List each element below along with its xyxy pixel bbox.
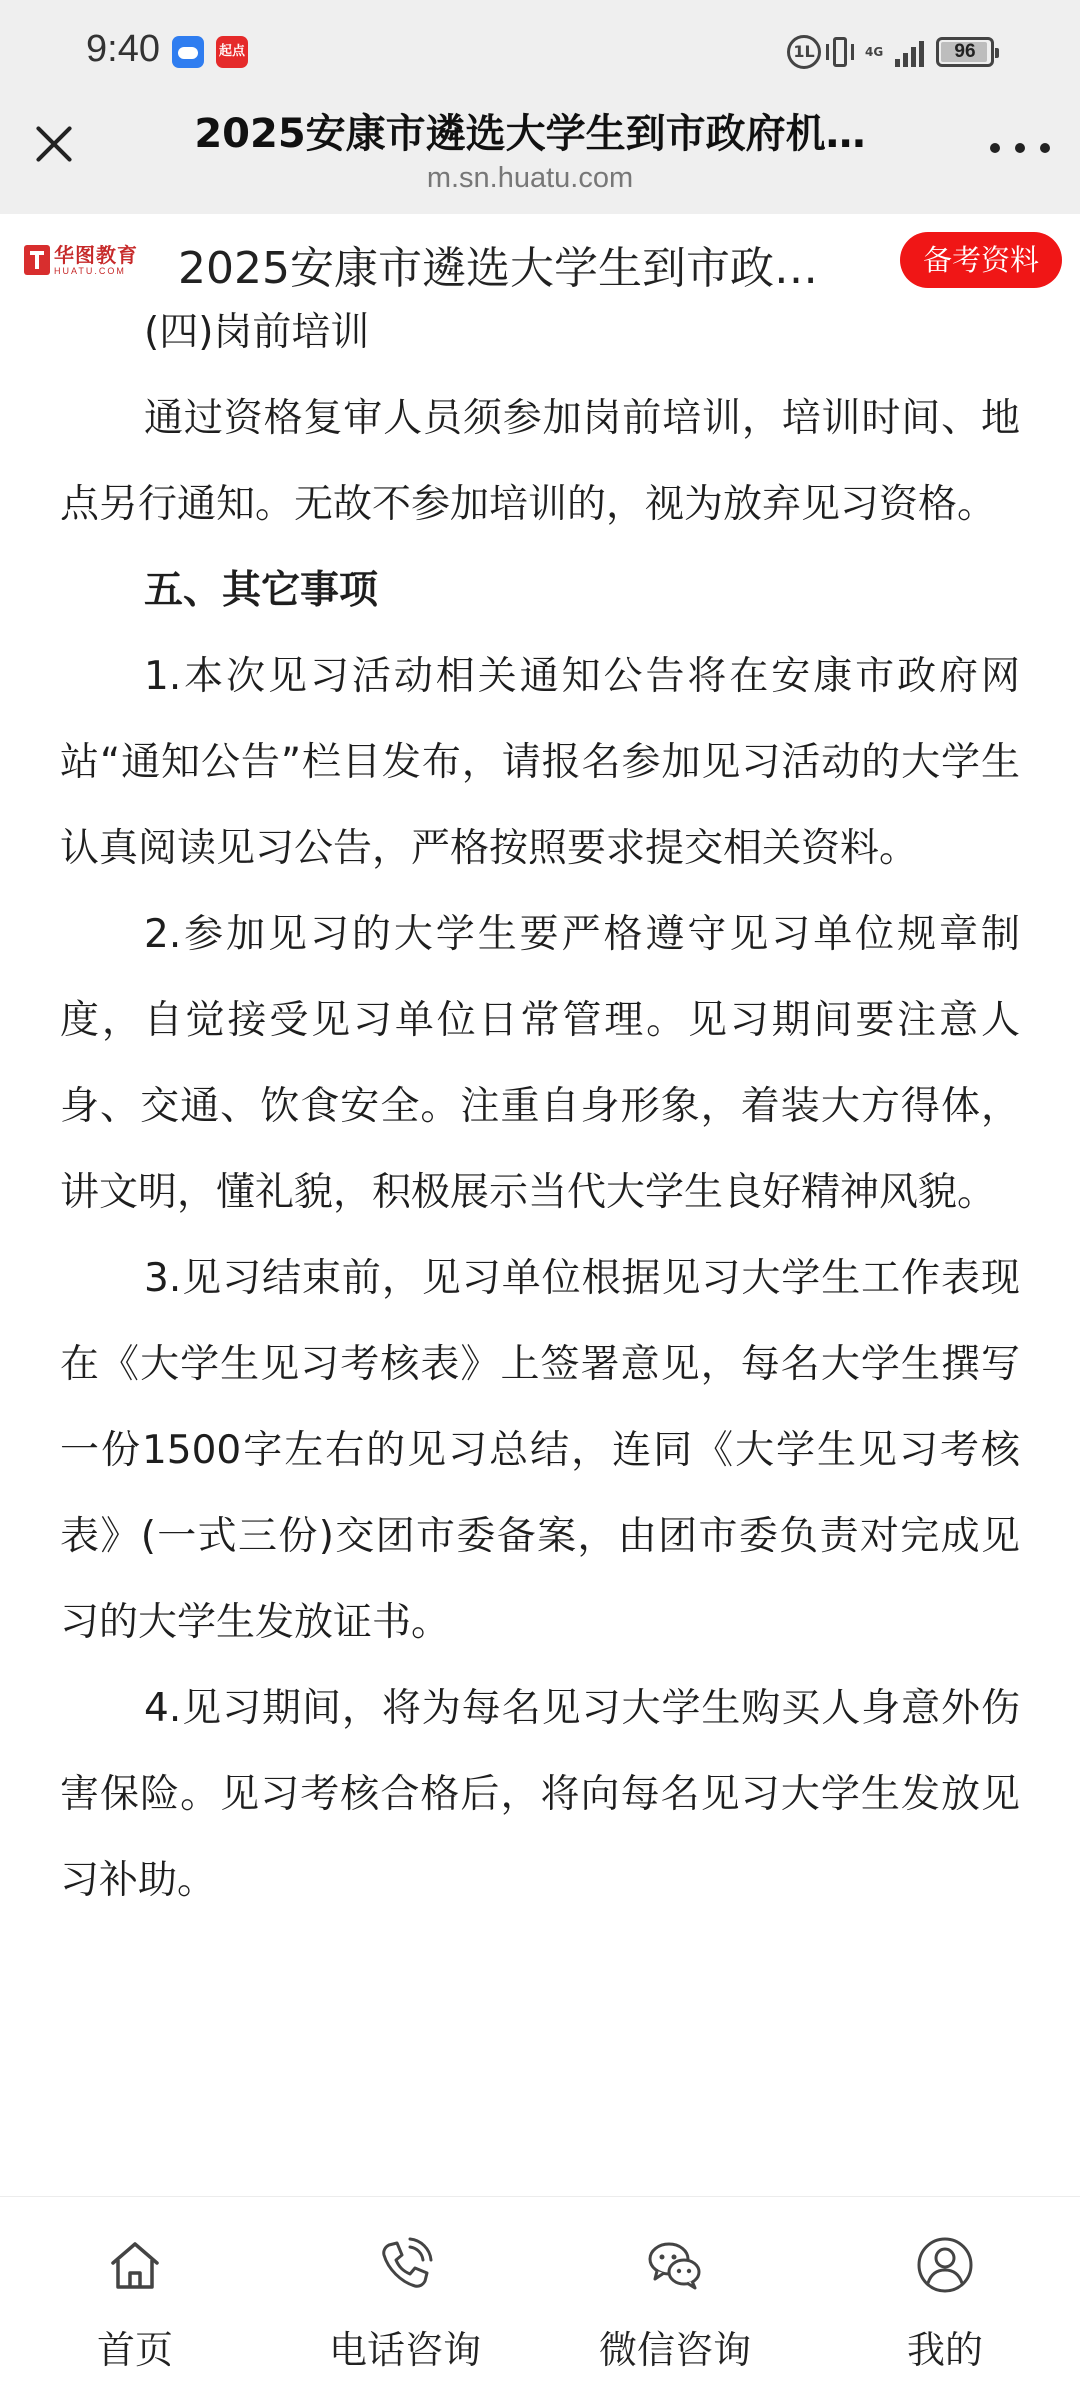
nav-item-mine[interactable]: [810, 2197, 1080, 2390]
qidian-app-icon: 起点: [216, 36, 248, 68]
network-type-icon: 4G: [865, 44, 884, 59]
wechat-icon: [645, 2235, 705, 2295]
nav-label-mine: 我的: [906, 2328, 983, 2372]
vibrate-icon: [833, 37, 847, 67]
article-paragraph: 通过资格复审人员须参加岗前培训，培训时间、地点另行通知。无故不参加培训的，视为放弃见习资格。: [60, 396, 1020, 527]
article-paragraph: 1.本次见习活动相关通知公告将在安康市政府网站“通知公告”栏目发布，请报名参加见习活动的大学生认真阅读见习公告，严格按照要求提交相关资料。: [60, 654, 1020, 871]
top-chrome: [0, 0, 1080, 214]
bottom-nav: [0, 2196, 1080, 2390]
logo-text-cn: 华图教育: [54, 243, 138, 267]
nav-label-phone: 电话咨询: [328, 2328, 481, 2372]
signal-icon: [895, 37, 924, 67]
status-time: 9:40: [86, 28, 160, 70]
home-icon: [105, 2235, 165, 2295]
browser-header: [0, 100, 1080, 214]
nav-item-wechat[interactable]: [540, 2197, 810, 2390]
more-options-icon[interactable]: [990, 128, 1050, 168]
nav-item-home[interactable]: [0, 2197, 270, 2390]
status-bar: [0, 0, 1080, 100]
phone-icon: [375, 2235, 435, 2295]
nav-label-wechat: 微信咨询: [598, 2328, 751, 2372]
page-title: 2025安康市遴选大学生到市政府机…: [194, 111, 866, 157]
close-icon[interactable]: [26, 116, 82, 172]
article-body: [60, 290, 1020, 1924]
page-url: m.sn.huatu.com: [426, 162, 634, 194]
huatu-logo-icon: [24, 245, 50, 275]
prep-materials-button[interactable]: 备考资料: [900, 232, 1062, 288]
status-indicators: [787, 30, 994, 74]
section-heading: 五、其它事项: [144, 568, 379, 613]
site-article-title: 2025安康市遴选大学生到市政…: [178, 243, 818, 294]
huatu-logo[interactable]: [24, 242, 138, 278]
subsection-heading: (四)岗前培训: [144, 310, 370, 355]
article-paragraph: 3.见习结束前，见习单位根据见习大学生工作表现在《大学生见习考核表》上签署意见，每名大学生撰写一份1500字左右的见习总结，连同《大学生见习考核表》(一式三份)交团市委备案，由团市委负责对完成见习的大学生发放证书。: [60, 1256, 1020, 1645]
nav-item-phone[interactable]: [270, 2197, 540, 2390]
battery-level: 96: [954, 41, 976, 62]
battery-icon: [936, 37, 994, 67]
article-paragraph: 2.参加见习的大学生要严格遵守见习单位规章制度，自觉接受见习单位日常管理。见习期间要注意人身、交通、饮食安全。注重自身形象，着装大方得体，讲文明，懂礼貌，积极展示当代大学生良好精神风貌。: [60, 912, 1020, 1215]
article-paragraph: 4.见习期间，将为每名见习大学生购买人身意外伤害保险。见习考核合格后，将向每名见习大学生发放见习补助。: [60, 1686, 1020, 1903]
nav-label-home: 首页: [96, 2328, 173, 2372]
data-indicator-icon: 1L: [787, 35, 821, 69]
user-icon: [915, 2235, 975, 2295]
weather-app-icon: [172, 36, 204, 68]
logo-text-en: HUATU.COM: [54, 266, 126, 276]
